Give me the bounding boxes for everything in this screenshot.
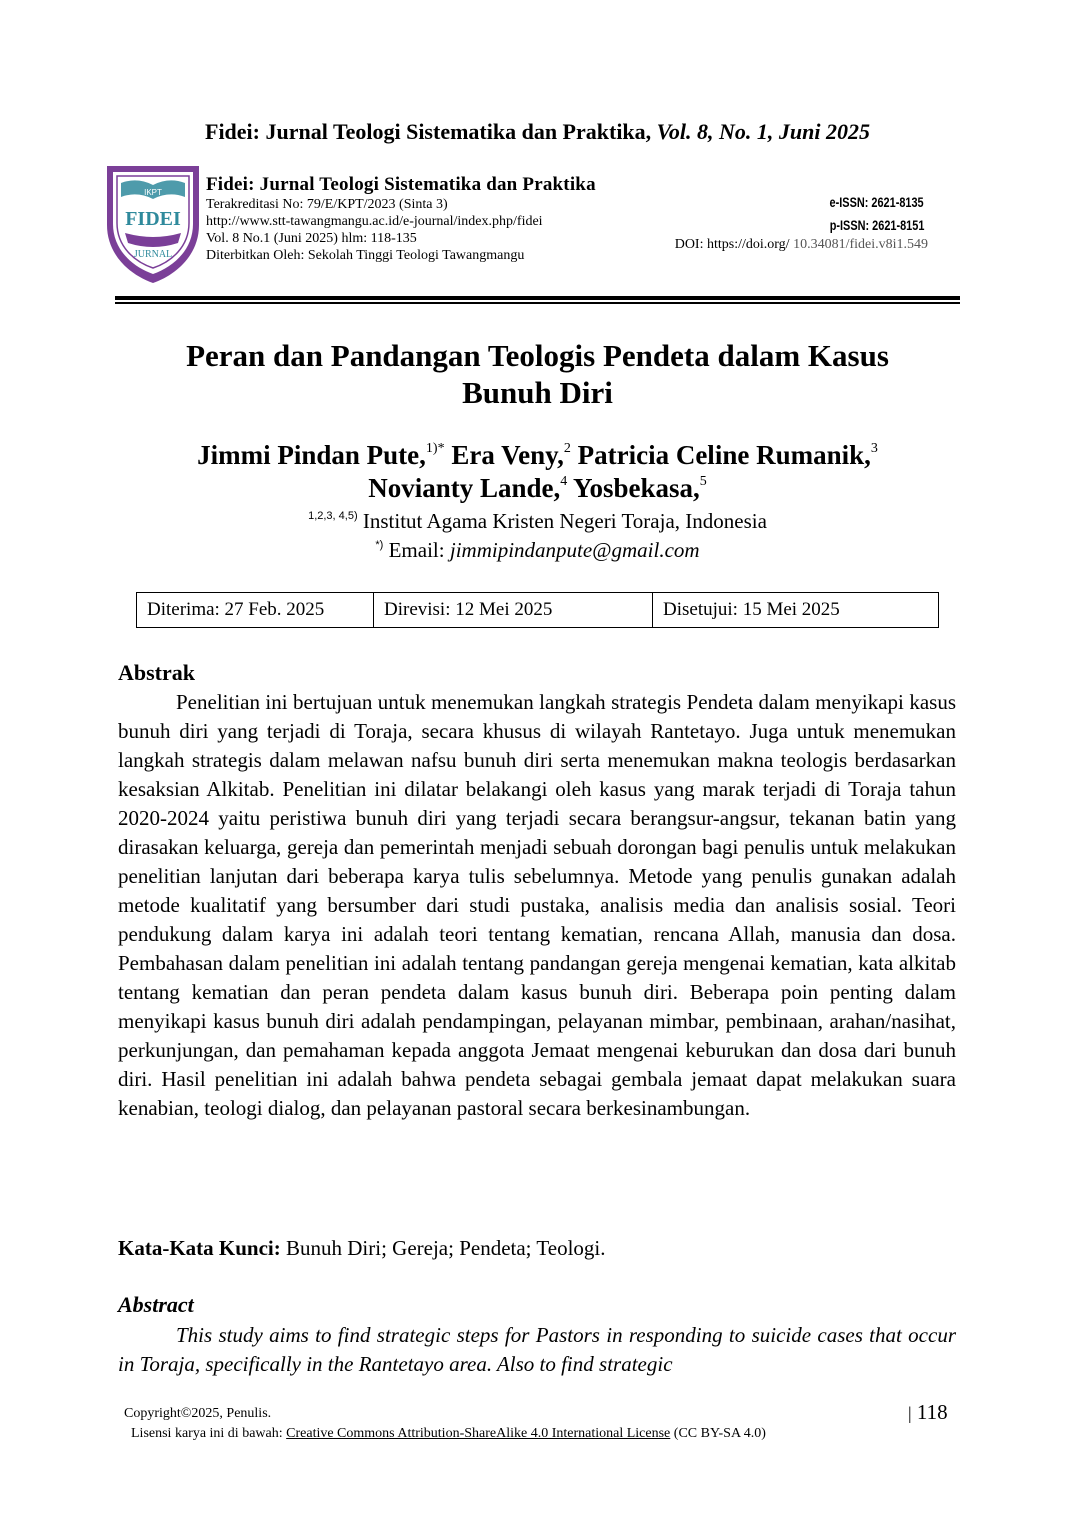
journal-name: Fidei: Jurnal Teologi Sistematika dan Praktika (206, 174, 596, 195)
page-number-value: 118 (916, 1400, 948, 1424)
email-label: Email: (388, 538, 445, 562)
abstract-body: This study aims to find strategic steps for Pastors in responding to suicide cases that occur in Toraja, specifically in the Rantetayo area. Also to find strategic (118, 1323, 956, 1376)
journal-volume: Vol. 8 No.1 (Juni 2025) hlm: 118-135 (206, 231, 417, 246)
page-number-divider: | (908, 1403, 912, 1423)
date-accepted: Disetujui: 15 Mei 2025 (653, 593, 939, 628)
doi (675, 237, 928, 253)
affiliation-line (0, 507, 1075, 536)
email-line (0, 536, 1075, 565)
journal-info (206, 174, 596, 264)
author-name: Era Veny, (451, 440, 564, 470)
author-sup: 3 (870, 441, 878, 456)
date-revised: Direvisi: 12 Mei 2025 (374, 593, 653, 628)
article-title-line-1: Peran dan Pandangan Teologis Pendeta dalam Kasus (186, 338, 889, 373)
journal-url[interactable]: http://www.stt-tawangmangu.ac.id/e-journal/index.php/fidei (206, 214, 543, 229)
page-number (908, 1400, 948, 1425)
author-name: Patricia Celine Rumanik, (577, 440, 871, 470)
abstrak-heading: Abstrak (118, 660, 196, 685)
author-sup: 1)* (425, 441, 445, 456)
running-header (0, 119, 1075, 145)
author-sup: 4 (560, 474, 568, 489)
e-issn: e-ISSN: 2621-8135 (829, 194, 924, 210)
dates-row (137, 593, 939, 628)
author-sup: 2 (563, 441, 571, 456)
logo-book-text: IKPT (144, 188, 162, 197)
article-title-line-2: Bunuh Diri (462, 375, 613, 410)
doi-value[interactable]: 10.34081/fidei.v8i1.549 (793, 237, 928, 252)
running-header-issue: Vol. 8, No. 1, Juni 2025 (656, 119, 870, 144)
license-suffix: (CC BY-SA 4.0) (673, 1426, 766, 1441)
abstract-heading: Abstract (118, 1292, 194, 1317)
keywords-label: Kata-Kata Kunci: (118, 1236, 281, 1260)
header-rule-thin (115, 302, 960, 304)
journal-publisher: Diterbitkan Oleh: Sekolah Tinggi Teologi Tawangmangu (206, 248, 525, 263)
email-address[interactable]: jimmipindanpute@gmail.com (449, 538, 700, 562)
footer-license (131, 1426, 766, 1442)
journal-accreditation: Terakreditasi No: 79/E/KPT/2023 (Sinta 3) (206, 197, 448, 212)
license-link[interactable]: Creative Commons Attribution-ShareAlike 4.0 International License (286, 1426, 671, 1441)
affiliation-sup: 1,2,3, 4,5) (308, 510, 358, 522)
author-name: Yosbekasa, (573, 473, 700, 503)
logo-bottom-text: JURNAL (133, 249, 173, 260)
header-rule-thick (115, 296, 960, 300)
keywords (118, 1236, 606, 1261)
running-header-journal: Fidei: Jurnal Teologi Sistematika dan Praktika, (205, 119, 652, 144)
email-sup: *) (375, 539, 384, 551)
affiliation-text: Institut Agama Kristen Negeri Toraja, Indonesia (362, 509, 767, 533)
keywords-text: Bunuh Diri; Gereja; Pendeta; Teologi. (286, 1236, 606, 1260)
author-list (0, 439, 1075, 505)
logo-top-text: FIDEI (125, 208, 181, 230)
abstrak-body: Penelitian ini bertujuan untuk menemukan langkah strategis Pendeta dalam menyikapi kasus bunuh diri yang terjadi di Toraja, secara khusus di wilayah Rantetayo. Juga untuk menemukan langkah strategis dalam melawan nafsu bunuh diri serta menemukan makna teologis berdasarkan kesaksian Alkitab. Penelitian ini dilatar belakangi oleh kasus yang marak terjadi di Toraja tahun 2020-2024 yaitu peristiwa bunuh diri yang terjadi secara berangsur-angsur, tekanan batin yang dirasakan keluarga, gereja dan pemerintah menjadi sebuah dorongan bagi penulis untuk melakukan penelitian lanjutan dari beberapa karya tulis sebelumnya. Metode yang penulis gunakan adalah metode kualitatif yang bersumber dari studi pustaka, analisis media dan analisis sosial. Teori pendukung dalam karya ini adalah teori tentang kematian, rencana Allah, manusia dan dosa. Pembahasan dalam penelitian ini adalah tentang pandangan gereja mengenai kematian, kata alkitab tentang kematian dan peran pendeta dalam kasus bunuh diri. Beberapa poin penting dalam menyikapi kasus bunuh diri adalah pendampingan, pelayanan mimbar, pembinaan, arahan/nasihat, perkunjungan, dan pemahaman kepada anggota Jemaat mengenai keburukan dan dosa dari bunuh diri. Hasil penelitian ini adalah bahwa pendeta sebagai gembala jemaat dapat melakukan suara kenabian, teologi dialog, dan pelayanan pastoral secara berkesinambungan. (118, 690, 956, 1120)
p-issn: p-ISSN: 2621-8151 (829, 217, 924, 233)
affiliation (0, 507, 1075, 565)
doi-label: DOI: https://doi.org/ (674, 237, 790, 252)
author-name: Jimmi Pindan Pute, (197, 440, 426, 470)
author-name: Novianty Lande, (368, 473, 561, 503)
date-received: Diterima: 27 Feb. 2025 (137, 593, 374, 628)
author-sup: 5 (699, 474, 707, 489)
dates-table (136, 592, 939, 628)
article-title (0, 337, 1075, 411)
license-prefix: Lisensi karya ini di bawah: (131, 1426, 283, 1441)
author-line-2 (0, 472, 1075, 505)
journal-logo (104, 163, 202, 285)
footer-copyright: Copyright©2025, Penulis. (124, 1406, 272, 1421)
author-line-1 (0, 439, 1075, 472)
